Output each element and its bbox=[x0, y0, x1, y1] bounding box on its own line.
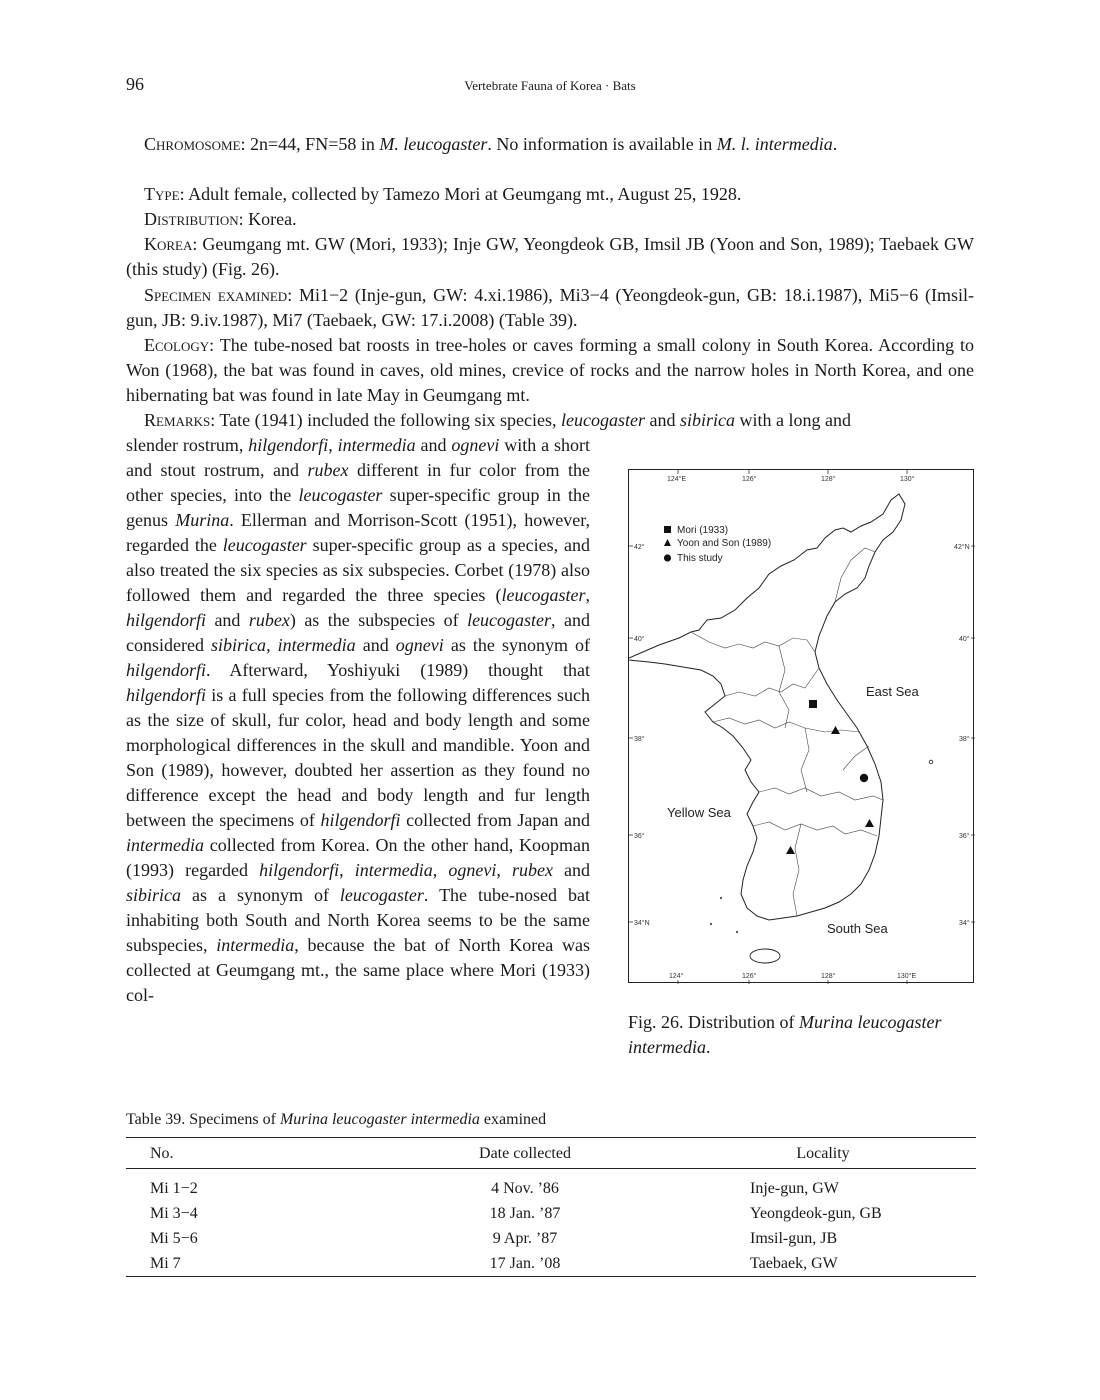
table-caption bbox=[126, 1111, 546, 1129]
legend-label: Mori (1933) bbox=[677, 525, 729, 536]
lat-label: 34°N bbox=[634, 920, 650, 927]
cell-date: 18 Jan. ’87 bbox=[489, 1205, 561, 1222]
remarks-text: is a full species from the following differences such as the size of skull, fur color, head and body length and some morphological differences in the skull and mandible. Yoon and Son (1989), however, doubted her assertion as they found no difference except the head and body length and fur length between the specimens of bbox=[126, 685, 590, 830]
distribution-map bbox=[629, 470, 975, 984]
specimen-heading: Specimen examined bbox=[144, 285, 288, 305]
remarks-column bbox=[126, 433, 590, 1008]
species-name: hilgendorfi bbox=[248, 435, 329, 455]
running-head: Vertebrate Fauna of Korea · Bats bbox=[464, 78, 636, 93]
remarks-text: , bbox=[432, 860, 449, 880]
korea-text: : Geumgang mt. GW (Mori, 1933); Inje GW, Yeongdeok GB, Imsil JB (Yoon and Son, 1989); Taebaek GW (this study) (Fig. 26). bbox=[126, 234, 974, 279]
species-name: sibirica bbox=[680, 410, 736, 430]
lat-label: 42° bbox=[634, 544, 645, 551]
species-name: leucogaster bbox=[339, 885, 424, 905]
species-name: Murina leucogaster intermedia bbox=[628, 1012, 942, 1057]
species-name: intermedia bbox=[277, 635, 356, 655]
cell-locality: Taebaek, GW bbox=[670, 1251, 976, 1277]
species-name: leucogaster bbox=[222, 535, 307, 555]
column-header-no: No. bbox=[126, 1138, 380, 1169]
distribution-heading: Distribution bbox=[144, 209, 239, 229]
record-point-mori-1933 bbox=[809, 700, 817, 708]
species-name: hilgendorfi bbox=[259, 860, 340, 880]
remarks-text: and bbox=[355, 635, 396, 655]
species-name: M. leucogaster bbox=[379, 134, 488, 154]
lat-label: 34° bbox=[959, 920, 970, 927]
distribution-paragraph bbox=[126, 207, 974, 232]
lat-label: 40° bbox=[959, 636, 970, 643]
remarks-text: , bbox=[585, 585, 590, 605]
lon-label: 130°E bbox=[897, 973, 917, 980]
species-name: sibirica bbox=[126, 885, 182, 905]
legend-label: Yoon and Son (1989) bbox=[677, 538, 772, 549]
species-name: intermedia bbox=[126, 835, 204, 855]
lat-label: 42°N bbox=[954, 544, 970, 551]
column-header-date: Date collected bbox=[380, 1138, 670, 1169]
species-name: rubex bbox=[511, 860, 553, 880]
remarks-text: and bbox=[415, 435, 452, 455]
legend-square-symbol bbox=[664, 526, 671, 533]
record-point-yoon-son-1989 bbox=[786, 846, 795, 854]
legend-circle-symbol bbox=[664, 554, 671, 561]
remarks-text: , bbox=[496, 860, 512, 880]
caption-text: Table 39. Specimens of bbox=[126, 1111, 280, 1128]
record-point-this-study bbox=[860, 774, 868, 782]
type-text: : Adult female, collected by Tamezo Mori at Geumgang mt., August 25, 1928. bbox=[179, 184, 742, 204]
table-row bbox=[126, 1201, 976, 1226]
ulleung-island bbox=[929, 760, 933, 764]
cell-no: Mi 5−6 bbox=[150, 1230, 198, 1247]
table-row bbox=[126, 1251, 976, 1277]
lon-label: 124° bbox=[669, 973, 684, 980]
caption-text: . bbox=[706, 1037, 711, 1057]
remarks-text: , bbox=[266, 635, 278, 655]
remarks-text: and bbox=[645, 410, 681, 430]
lat-label: 38° bbox=[959, 736, 970, 743]
cell-locality: Yeongdeok-gun, GB bbox=[750, 1205, 882, 1222]
remarks-text: as a synonym of bbox=[181, 885, 340, 905]
page-number: 96 bbox=[126, 74, 144, 94]
species-name: Murina leucogaster intermedia bbox=[279, 1111, 480, 1128]
table-row bbox=[126, 1169, 976, 1202]
remarks-text: . The tube-nosed bat inhabiting both South and North Korea seems to be the same subspecies, bbox=[126, 885, 590, 955]
cell-no: Mi 3−4 bbox=[150, 1205, 198, 1222]
cell-locality: Inje-gun, GW bbox=[750, 1180, 839, 1197]
specimens-table bbox=[126, 1137, 976, 1277]
species-name: hilgendorfi bbox=[126, 610, 206, 630]
east-sea-label: East Sea bbox=[866, 684, 919, 699]
species-name: rubex bbox=[307, 460, 349, 480]
remarks-text: . Ellerman and Morrison-Scott (1951), however, regarded the bbox=[126, 510, 590, 555]
korea-heading: Korea bbox=[144, 234, 193, 254]
species-name: intermedia bbox=[216, 935, 295, 955]
species-name: leucogaster bbox=[501, 585, 586, 605]
lon-label: 126° bbox=[742, 973, 757, 980]
map-legend bbox=[664, 525, 771, 564]
distribution-text: : Korea. bbox=[238, 209, 297, 229]
species-name: leucogaster bbox=[561, 410, 646, 430]
figure-caption bbox=[628, 1010, 974, 1060]
remarks-text: with a short and stout rostrum, and bbox=[126, 435, 590, 480]
species-name: ognevi bbox=[395, 635, 444, 655]
cell-date: 9 Apr. ’87 bbox=[492, 1230, 558, 1247]
chromosome-heading: Chromosome bbox=[144, 134, 241, 154]
jeju-island bbox=[750, 949, 780, 963]
species-name: ognevi bbox=[451, 435, 500, 455]
table-header-row bbox=[126, 1138, 976, 1169]
column-header-locality: Locality bbox=[670, 1138, 976, 1169]
ecology-paragraph bbox=[126, 333, 974, 408]
cell-no: Mi 1−2 bbox=[150, 1180, 198, 1197]
lat-label: 36° bbox=[959, 833, 970, 840]
cell-no: Mi 7 bbox=[126, 1251, 380, 1277]
islet bbox=[720, 897, 722, 899]
remarks-heading: Remarks bbox=[144, 410, 211, 430]
caption-text: Fig. 26. Distribution of bbox=[628, 1012, 800, 1032]
remarks-text: super-specific group as a species, and also treated the six species as six subspecies. Corbet (1978) also followed them and regarded the three species ( bbox=[126, 535, 590, 605]
remarks-text: , and considered bbox=[126, 610, 590, 655]
remarks-text: . Afterward, Yoshiyuki (1989) thought that bbox=[206, 660, 590, 680]
species-name: intermedia bbox=[337, 435, 416, 455]
distribution-map-figure bbox=[628, 469, 974, 983]
islet bbox=[736, 931, 738, 933]
lon-label: 130° bbox=[900, 476, 915, 483]
caption-text: examined bbox=[479, 1111, 547, 1128]
lon-label: 128° bbox=[821, 476, 836, 483]
legend-triangle-symbol bbox=[664, 539, 671, 546]
remarks-text: and bbox=[552, 860, 591, 880]
remarks-text: , because the bat of North Korea was collected at Geumgang mt., the same place where Mori (1933) col- bbox=[126, 935, 590, 1005]
type-paragraph bbox=[126, 182, 974, 207]
yellow-sea-label: Yellow Sea bbox=[667, 805, 731, 820]
lon-label: 128° bbox=[821, 973, 836, 980]
remarks-text: , bbox=[339, 860, 355, 880]
species-name: hilgendorfi bbox=[126, 685, 206, 705]
chromosome-paragraph bbox=[126, 132, 974, 157]
specimen-paragraph bbox=[126, 283, 974, 333]
remarks-text: : Tate (1941) included the following six species, bbox=[210, 410, 562, 430]
south-sea-label: South Sea bbox=[827, 921, 888, 936]
lon-label: 126° bbox=[742, 476, 757, 483]
species-name: rubex bbox=[248, 610, 290, 630]
species-name: leucogaster bbox=[467, 610, 552, 630]
species-name: sibirica bbox=[211, 635, 267, 655]
remarks-text: and bbox=[206, 610, 249, 630]
type-heading: Type bbox=[144, 184, 180, 204]
islet bbox=[710, 923, 712, 925]
species-name: hilgendorfi bbox=[126, 660, 206, 680]
lat-label: 40° bbox=[634, 636, 645, 643]
lon-label: 124°E bbox=[667, 476, 687, 483]
remarks-text: collected from Japan and bbox=[400, 810, 591, 830]
ecology-text: : The tube-nosed bat roosts in tree-holes or caves forming a small colony in South Korea. According to Won (1968), the bat was found in caves, old mines, crevice of rocks and the narrow holes in North Korea, and one hibernating bat was found in late May in Geumgang mt. bbox=[126, 335, 974, 405]
remarks-text: ) as the subspecies of bbox=[289, 610, 468, 630]
remarks-text: super-specific group in the genus bbox=[126, 485, 590, 530]
remarks-text: with a long and bbox=[735, 410, 852, 430]
ecology-heading: Ecology bbox=[144, 335, 210, 355]
species-name: intermedia bbox=[354, 860, 433, 880]
korea-paragraph bbox=[126, 232, 974, 282]
table-row bbox=[126, 1226, 976, 1251]
remarks-first-line bbox=[126, 408, 974, 433]
lat-label: 38° bbox=[634, 736, 645, 743]
remarks-text: slender rostrum, bbox=[126, 435, 249, 455]
cell-date: 4 Nov. ’86 bbox=[491, 1180, 559, 1197]
species-name: M. l. intermedia bbox=[716, 134, 833, 154]
record-point-yoon-son-1989 bbox=[865, 819, 874, 827]
species-name: ognevi bbox=[448, 860, 497, 880]
genus-name: Murina bbox=[175, 510, 230, 530]
lat-label: 36° bbox=[634, 833, 645, 840]
cell-date: 17 Jan. ’08 bbox=[380, 1251, 670, 1277]
species-name: hilgendorfi bbox=[320, 810, 401, 830]
specimen-text: : Mi1−2 (Inje-gun, GW: 4.xi.1986), Mi3−4 (Yeongdeok-gun, GB: 18.i.1987), Mi5−6 (Imsil-gun, JB: 9.iv.1987), Mi7 (Taebaek, GW: 17.i.2008) (Table 39). bbox=[126, 285, 974, 330]
remarks-text: , bbox=[328, 435, 338, 455]
remarks-text: different in fur color from the other species, into the bbox=[126, 460, 591, 505]
chromosome-text: . No information is available in bbox=[487, 134, 717, 154]
remarks-text: as the synonym of bbox=[443, 635, 591, 655]
legend-label: This study bbox=[677, 553, 723, 564]
chromosome-text: : 2n=44, FN=58 in bbox=[240, 134, 380, 154]
remarks-text: collected from Korea. On the other hand, Koopman (1993) regarded bbox=[126, 835, 590, 880]
species-name: leucogaster bbox=[298, 485, 383, 505]
chromosome-text: . bbox=[832, 134, 838, 154]
cell-locality: Imsil-gun, JB bbox=[750, 1230, 838, 1247]
